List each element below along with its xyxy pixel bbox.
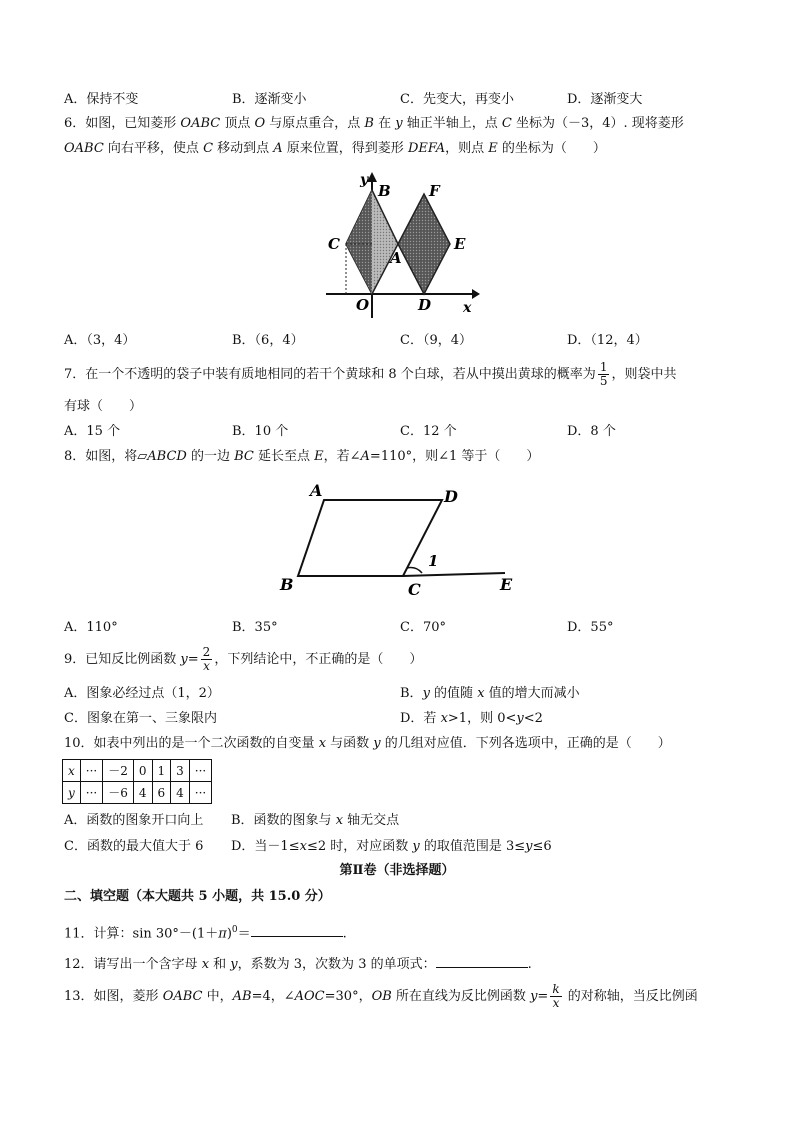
table-cell: 4 [133,782,152,804]
q9-stem: 9．已知反比例函数 y= $\frac{2}{x}$ ，下列结论中，不正确的是（ ） [64,645,423,673]
table-cell: 4 [171,782,190,804]
table-row [63,760,212,782]
q10-option-c: C．函数的最大值大于 6 [64,839,204,854]
q9-fraction: $\frac{2}{x}$ [202,645,211,673]
q8-label-e: E [500,575,513,594]
q8-option-b: B．35° [232,620,278,635]
table-cell: －2 [103,760,134,782]
q8-label-angle1: 1 [428,552,439,570]
q6-label-b: B [378,182,391,200]
q8-parallelogram-figure [276,480,526,600]
q8-stem: 8．如图，将▱ABCD 的一边 BC 延长至点 E，若∠A=110°，则∠1 等于（ ） [64,449,540,464]
q8-option-a: A．110° [64,620,118,635]
q12-stem: 12．请写出一个含字母 x 和 y，系数为 3，次数为 3 的单项式： . [64,957,532,972]
q10-stem: 10．如表中列出的是一个二次函数的自变量 x 与函数 y 的几组对应值．下列各选项中，正确的是（ ） [64,736,671,751]
q7-option-b: B．10 个 [232,424,289,439]
table-cell: x [63,760,81,782]
q6-label-a: A [390,249,402,267]
table-row [63,782,212,804]
q8-label-a: A [310,481,323,500]
q9-option-d: D．若 x>1，则 0<y<2 [400,711,543,726]
table-cell: 0 [133,760,152,782]
q7-fraction: $\frac{1}{5}$ [599,360,608,388]
table-cell: 6 [152,782,171,804]
q7-option-c: C．12 个 [400,424,457,439]
q6-stem-line1: 6．如图，已知菱形 OABC 顶点 O 与原点重合，点 B 在 y 轴正半轴上，点 C 坐标为（－3，4）. 现将菱形 [64,116,684,131]
q7-option-a: A．15 个 [64,424,121,439]
q10-option-b: B．函数的图象与 x 轴无交点 [231,813,400,828]
q8-option-d: D．55° [567,620,614,635]
q9-option-c: C．图象在第一、三象限内 [64,711,217,726]
q8-option-c: C．70° [400,620,446,635]
q6-option-d: D．（12，4） [567,333,648,348]
q5-option-c: C．先变大，再变小 [400,92,514,107]
table-cell: ··· [80,760,102,782]
q8-label-d: D [444,487,458,506]
table-cell: 1 [152,760,171,782]
table-cell: ··· [189,782,211,804]
q5-option-b: B．逐渐变小 [232,92,307,107]
table-cell: ··· [80,782,102,804]
q6-option-c: C．（9，4） [400,333,472,348]
q9-option-b: B．y 的值随 x 值的增大而减小 [400,686,580,701]
q6-rhombus-figure [322,168,482,320]
q6-label-y: y [360,172,369,188]
q5-option-d: D．逐渐变大 [567,92,643,107]
table-cell: ··· [189,760,211,782]
q11-stem: 11．计算：$\sin 30^\circ-(1+\pi)^0=$ . [64,925,347,942]
q8-label-b: B [280,575,294,594]
volume-title: 第Ⅱ卷（非选择题） [339,863,455,878]
q8-label-c: C [408,580,421,599]
q7-stem-line2: 有球（ ） [64,399,143,414]
q6-option-a: A．（3，4） [64,333,136,348]
q6-label-f: F [429,182,440,200]
q13-stem: 13．如图，菱形 OABC 中，AB=4，∠AOC=30°，OB 所在直线为反比例函数 y= $\frac{k}{x}$ 的对称轴，当反比例函 [64,982,698,1010]
q6-label-x: x [463,300,472,316]
q11-answer-blank[interactable] [251,924,343,937]
q5-option-a: A．保持不变 [64,92,139,107]
table-cell: y [63,782,81,804]
q13-fraction: $\frac{k}{x}$ [552,982,560,1010]
q6-label-o: O [356,296,370,314]
q10-option-d: D．当－1≤x≤2 时，对应函数 y 的取值范围是 3≤y≤6 [231,839,552,854]
table-cell: －6 [103,782,134,804]
q6-stem-line2: OABC 向右平移，使点 C 移动到点 A 原来位置，得到菱形 DEFA，则点 E 的坐标为（ ） [64,141,606,156]
q6-label-d: D [418,296,432,314]
section-heading: 二、填空题（本大题共 5 小题，共 15.0 分） [64,889,331,904]
q7-option-d: D．8 个 [567,424,616,439]
q9-option-a: A．图象必经过点（1，2） [64,686,220,701]
q12-answer-blank[interactable] [436,955,528,968]
q7-stem-line1: 7．在一个不透明的袋子中装有质地相同的若干个黄球和 8 个白球，若从中摸出黄球的概率为 $\frac{1}{5}$ ，则袋中共 [64,360,677,388]
q10-value-table [62,759,212,804]
q10-option-a: A．函数的图象开口向上 [64,813,204,828]
q6-label-e: E [454,235,466,253]
q6-label-c: C [328,235,340,253]
table-cell: 3 [171,760,190,782]
q6-option-b: B．（6，4） [232,333,304,348]
